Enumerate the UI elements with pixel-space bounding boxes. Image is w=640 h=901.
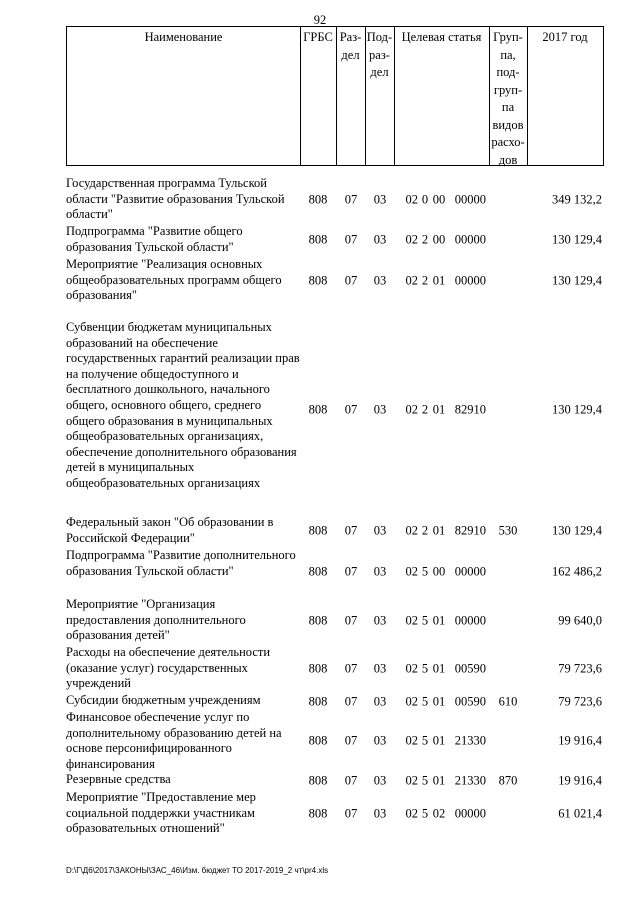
row-target-direction: 00000 [454,564,486,578]
row-target-measure: 00 [432,192,446,206]
row-target-program: 02 [405,661,418,675]
row-year-value: 79 723,6 [558,661,602,675]
file-path-footer: D:\Г\Д6\2017\ЗАКОНЫ\ЗАС_46\Изм. бюджет ТО 2017-2019_2 чт\pr4.xls [66,866,329,875]
table-row [0,710,640,772]
row-name: Государственная программа Тульской области "Развитие образования Тульской области" [66,176,285,222]
row-target-measure: 00 [432,564,446,578]
row-razdel: 07 [344,192,358,206]
row-podrazdel: 03 [373,806,387,820]
row-year-value: 130 129,4 [552,402,602,417]
row-grbs: 808 [308,806,328,820]
row-name: Подпрограмма "Развитие общего образования Тульской области" [66,224,243,254]
row-target-subprogram: 5 [421,564,429,578]
row-year-value: 99 640,0 [558,613,602,627]
row-razdel: 07 [344,564,358,578]
row-target-measure: 01 [432,773,446,787]
row-name: Субвенции бюджетам муниципальных образований на обеспечение государственных гарантий реализации прав на получение общедоступного и бесплатного дошкольного, начального общего, основного общего, среднего общего образования в муниципальных общеобразовательных организациях, обеспечение дополнительного образования детей в муниципальных общеобразовательных организациях [66,320,300,490]
row-target-direction: 00000 [454,192,486,206]
row-podrazdel: 03 [373,613,387,627]
row-target-program: 02 [405,613,418,627]
table-row [0,257,640,304]
row-grbs: 808 [308,564,328,578]
header-grbs: ГРБС [303,30,333,44]
row-podrazdel: 03 [373,192,387,206]
row-razdel: 07 [344,613,358,627]
table-row [0,176,640,223]
row-target-program: 02 [405,523,418,538]
row-razdel: 07 [344,232,358,247]
row-target-direction: 00000 [454,232,486,247]
row-target-program: 02 [405,564,418,578]
row-target-measure: 01 [432,273,446,287]
row-grbs: 808 [308,733,328,748]
row-podrazdel: 03 [373,402,387,417]
row-razdel: 07 [344,402,358,417]
table-row [0,645,640,692]
row-target-subprogram: 2 [421,523,429,538]
row-name: Подпрограмма "Развитие дополнительного образования Тульской области" [66,548,296,578]
row-year-value: 130 129,4 [552,523,602,538]
row-target-direction: 82910 [454,402,486,417]
header-name: Наименование [144,30,223,44]
row-razdel: 07 [344,773,358,787]
row-target-program: 02 [405,192,418,206]
row-target-direction: 00000 [454,806,486,820]
column-divider [394,27,395,165]
row-podrazdel: 03 [373,661,387,675]
header-razdel: Раз- дел [339,30,362,62]
header-year: 2017 год [542,30,588,44]
row-year-value: 130 129,4 [552,232,602,247]
table-row [0,597,640,644]
row-target-subprogram: 2 [421,273,429,287]
row-year-value: 349 132,2 [552,192,602,206]
row-target-measure: 01 [432,523,446,538]
row-podrazdel: 03 [373,694,387,708]
row-year-value: 19 916,4 [558,733,602,748]
row-podrazdel: 03 [373,773,387,787]
row-target-subprogram: 5 [421,694,429,708]
row-name: Расходы на обеспечение деятельности (оказание услуг) государственных учреждений [66,645,271,691]
row-target-measure: 01 [432,661,446,675]
row-target-program: 02 [405,694,418,708]
header-group: Груп- па, под- груп- па видов расхо- дов [491,30,525,167]
row-grbs: 808 [308,523,328,538]
row-target-subprogram: 5 [421,661,429,675]
table-row [0,790,640,837]
row-grbs: 808 [308,232,328,247]
row-grbs: 808 [308,192,328,206]
row-grbs: 808 [308,402,328,417]
table-header [66,26,604,166]
header-podrazdel: Под- раз- дел [366,30,393,79]
row-grbs: 808 [308,773,328,787]
row-target-subprogram: 2 [421,232,429,247]
row-podrazdel: 03 [373,232,387,247]
row-razdel: 07 [344,661,358,675]
row-group: 870 [498,773,518,787]
row-name: Мероприятие "Организация предоставления дополнительного образования детей" [66,597,246,643]
row-name: Мероприятие "Предоставление мер социальной поддержки участникам образовательных отношений" [66,790,256,836]
row-target-program: 02 [405,402,418,417]
row-year-value: 130 129,4 [552,273,602,287]
row-year-value: 79 723,6 [558,694,602,708]
row-target-measure: 02 [432,806,446,820]
row-podrazdel: 03 [373,273,387,287]
row-razdel: 07 [344,694,358,708]
row-name: Финансовое обеспечение услуг по дополнительному образованию детей на основе персонифицированного финансирования [66,710,282,771]
row-target-direction: 00590 [454,694,486,708]
row-target-direction: 21330 [454,733,486,748]
row-group: 530 [498,523,518,538]
row-target-subprogram: 5 [421,806,429,820]
row-name: Резервные средства [66,772,171,786]
row-target-measure: 00 [432,232,446,247]
row-target-measure: 01 [432,613,446,627]
row-target-direction: 82910 [454,523,486,538]
row-podrazdel: 03 [373,733,387,748]
row-target-program: 02 [405,273,418,287]
table-row [0,548,640,595]
row-target-measure: 01 [432,733,446,748]
table-row [0,320,640,500]
row-target-measure: 01 [432,402,446,417]
table-row [0,515,640,547]
column-divider [300,27,301,165]
row-razdel: 07 [344,273,358,287]
column-divider [527,27,528,165]
row-target-program: 02 [405,733,418,748]
row-target-direction: 00000 [454,613,486,627]
row-year-value: 61 021,4 [558,806,602,820]
row-target-subprogram: 5 [421,733,429,748]
row-podrazdel: 03 [373,564,387,578]
row-target-program: 02 [405,232,418,247]
row-razdel: 07 [344,733,358,748]
row-name: Субсидии бюджетным учреждениям [66,693,261,707]
row-razdel: 07 [344,523,358,538]
row-target-direction: 00000 [454,273,486,287]
row-name: Мероприятие "Реализация основных общеобразовательных программ общего образования" [66,257,282,303]
row-target-measure: 01 [432,694,446,708]
row-grbs: 808 [308,273,328,287]
table-row [0,693,640,710]
row-year-value: 162 486,2 [552,564,602,578]
row-target-subprogram: 0 [421,192,429,206]
table-row [0,772,640,789]
row-target-direction: 00590 [454,661,486,675]
row-group: 610 [498,694,518,708]
header-target: Целевая статья [401,30,482,44]
row-target-subprogram: 5 [421,773,429,787]
row-grbs: 808 [308,694,328,708]
row-podrazdel: 03 [373,523,387,538]
page-number: 92 [313,13,327,27]
row-target-program: 02 [405,806,418,820]
row-target-subprogram: 2 [421,402,429,417]
row-grbs: 808 [308,613,328,627]
row-name: Федеральный закон "Об образовании в Российской Федерации" [66,515,274,545]
row-target-subprogram: 5 [421,613,429,627]
row-grbs: 808 [308,661,328,675]
table-row [0,224,640,256]
row-razdel: 07 [344,806,358,820]
row-year-value: 19 916,4 [558,773,602,787]
row-target-program: 02 [405,773,418,787]
row-target-direction: 21330 [454,773,486,787]
